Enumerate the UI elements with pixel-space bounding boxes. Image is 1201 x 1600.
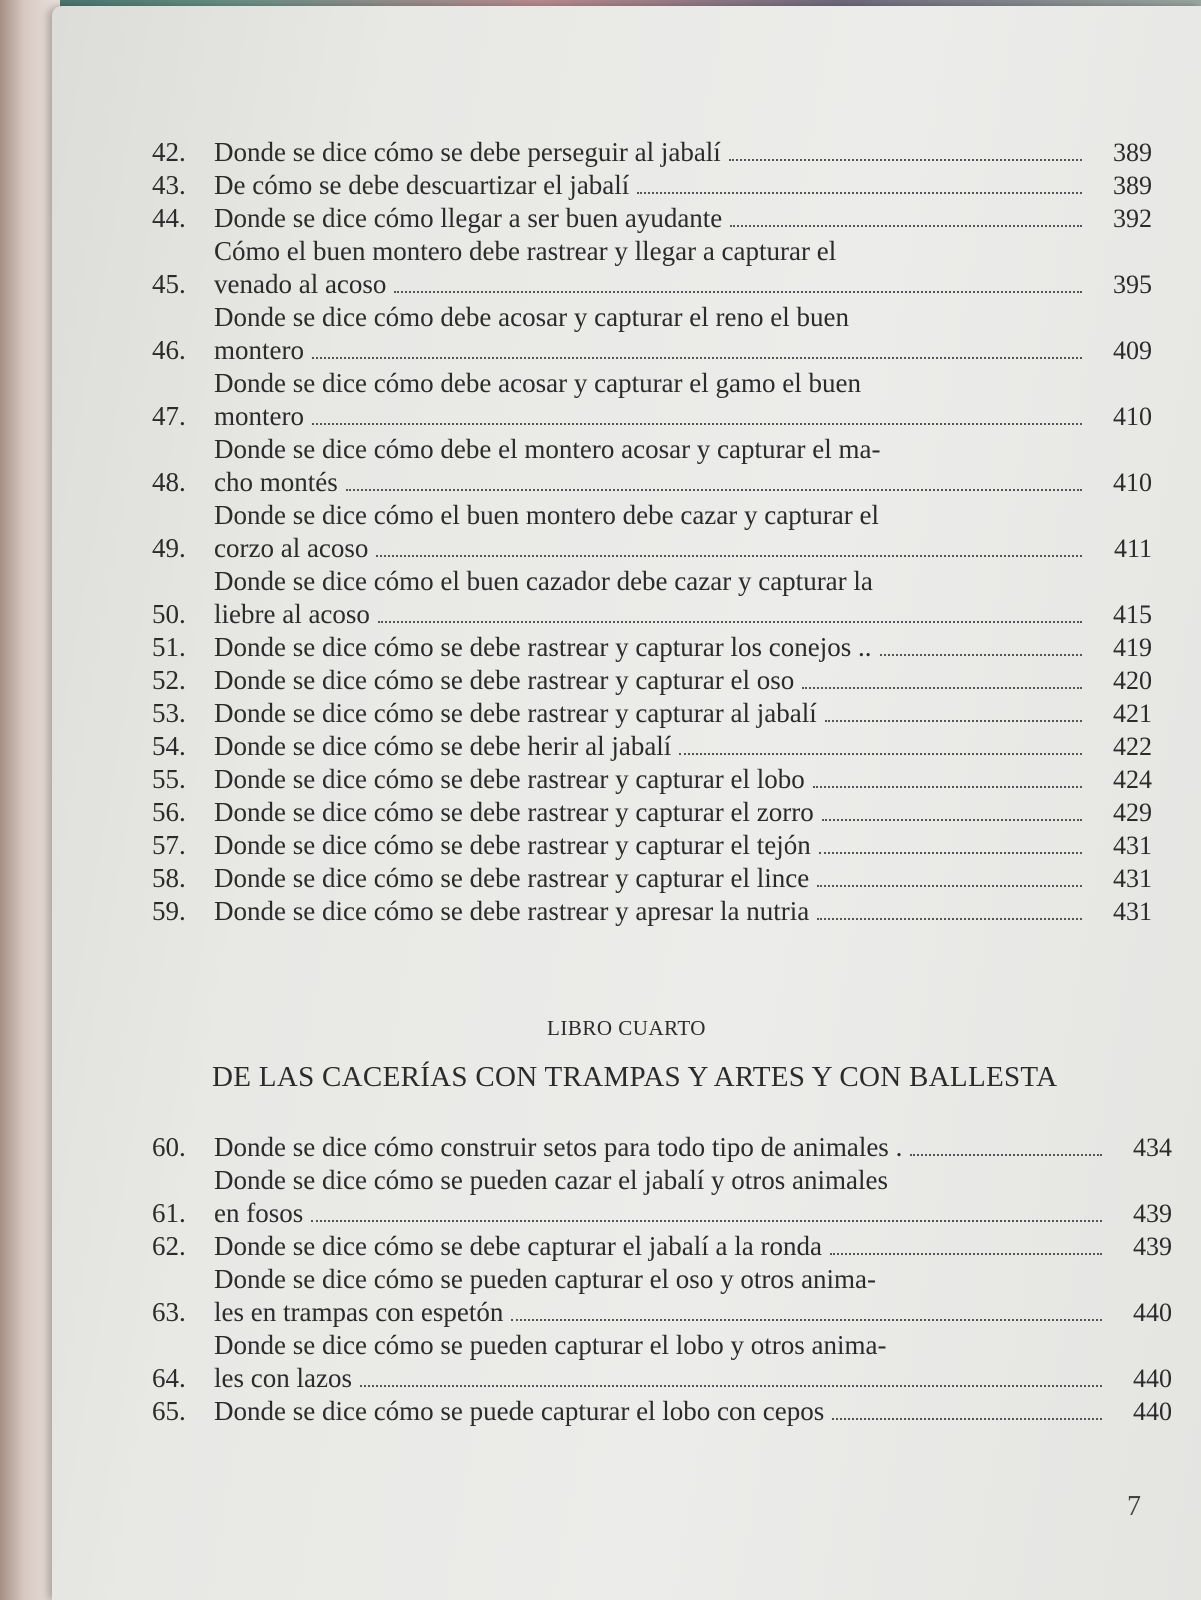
toc-entry-page: 431: [1113, 897, 1152, 926]
toc-entry: [152, 664, 1152, 697]
toc-entry-page: 439: [1133, 1199, 1172, 1228]
toc-entry-number: 65.: [152, 1396, 186, 1426]
dot-leader: [817, 918, 1082, 920]
toc-entry-title: liebre al acoso: [214, 599, 370, 629]
dot-leader: [312, 357, 1082, 359]
toc-entry-page: 395: [1113, 270, 1152, 299]
dot-leader: [360, 1385, 1102, 1387]
toc-entry-title: Donde se dice cómo debe acosar y capturar el gamo el buen: [214, 368, 861, 398]
toc-entry-title: Donde se dice cómo se puede capturar el lobo con cepos: [214, 1396, 825, 1426]
toc-entry: [152, 433, 1152, 499]
book-section-label: LIBRO CUARTO: [547, 1016, 706, 1040]
toc-entry: [152, 136, 1152, 169]
dot-leader: [819, 852, 1082, 854]
toc-entry-title: corzo al acoso: [214, 533, 369, 563]
toc-entry-page: 419: [1113, 633, 1152, 662]
toc-entry: [152, 895, 1152, 928]
toc-entry-title: Donde se dice cómo llegar a ser buen ayudante: [214, 203, 723, 233]
toc-entry-number: 49.: [152, 533, 186, 563]
book-page: [52, 6, 1201, 1600]
toc-entry-title: Donde se dice cómo debe el montero acosar y capturar el ma-: [214, 434, 881, 464]
toc-entry: [152, 796, 1152, 829]
table-of-contents-part-1: [152, 136, 1152, 928]
toc-entry-number: 64.: [152, 1363, 186, 1393]
toc-entry-number: 44.: [152, 203, 186, 233]
toc-entry-title: Donde se dice cómo se pueden capturar el lobo y otros anima-: [214, 1330, 887, 1360]
toc-entry: [152, 697, 1152, 730]
toc-entry-number: 56.: [152, 797, 186, 827]
dot-leader: [730, 225, 1082, 227]
toc-entry-page: 431: [1113, 831, 1152, 860]
toc-entry-title: Donde se dice cómo se debe capturar el jabalí a la ronda: [214, 1231, 822, 1261]
toc-entry-number: 57.: [152, 830, 186, 860]
toc-entry-title: De cómo se debe descuartizar el jabalí: [214, 170, 630, 200]
table-of-contents-part-2: [152, 1131, 1172, 1428]
dot-leader: [394, 291, 1082, 293]
toc-entry-number: 58.: [152, 863, 186, 893]
toc-entry-title: Donde se dice cómo se debe rastrear y capturar el lince: [214, 863, 810, 893]
toc-entry: [152, 631, 1152, 664]
toc-entry: [152, 1263, 1172, 1329]
toc-entry-page: 410: [1113, 468, 1152, 497]
toc-entry-title: Donde se dice cómo se pueden capturar el oso y otros anima-: [214, 1264, 877, 1294]
toc-entry-title: Donde se dice cómo se debe rastrear y capturar el tejón: [214, 830, 811, 860]
dot-leader: [880, 654, 1083, 656]
dot-leader: [346, 489, 1082, 491]
toc-entry-title: les en trampas con espetón: [214, 1297, 504, 1327]
dot-leader: [910, 1154, 1102, 1156]
toc-entry-page: 431: [1113, 864, 1152, 893]
dot-leader: [311, 1220, 1102, 1222]
toc-entry: [152, 301, 1152, 367]
toc-entry-title: Donde se dice cómo se debe rastrear y apresar la nutria: [214, 896, 810, 926]
dot-leader: [825, 720, 1082, 722]
toc-entry-page: 389: [1113, 171, 1152, 200]
toc-entry-title: Cómo el buen montero debe rastrear y llegar a capturar el: [214, 236, 837, 266]
toc-entry-title: venado al acoso: [214, 269, 387, 299]
toc-entry: [152, 499, 1152, 565]
toc-entry-title: Donde se dice cómo construir setos para todo tipo de animales .: [214, 1132, 903, 1162]
toc-entry-title: les con lazos: [214, 1363, 352, 1393]
toc-entry-title: Donde se dice cómo el buen montero debe cazar y capturar el: [214, 500, 879, 530]
toc-entry-number: 52.: [152, 665, 186, 695]
toc-entry-number: 61.: [152, 1198, 186, 1228]
dot-leader: [679, 753, 1082, 755]
toc-entry-title: montero: [214, 335, 304, 365]
toc-entry-title: Donde se dice cómo el buen cazador debe cazar y capturar la: [214, 566, 873, 596]
toc-entry-number: 43.: [152, 170, 186, 200]
toc-entry-page: 409: [1113, 336, 1152, 365]
toc-entry-number: 63.: [152, 1297, 186, 1327]
dot-leader: [822, 819, 1082, 821]
dot-leader: [729, 159, 1082, 161]
toc-entry: [152, 763, 1152, 796]
toc-entry: [152, 565, 1152, 631]
toc-entry-page: 421: [1113, 699, 1152, 728]
toc-entry-title: Donde se dice cómo se debe herir al jabalí: [214, 731, 672, 761]
toc-entry-title: Donde se dice cómo se debe rastrear y capturar el zorro: [214, 797, 814, 827]
toc-entry-number: 59.: [152, 896, 186, 926]
toc-entry-page: 420: [1113, 666, 1152, 695]
page-number: 7: [1127, 1491, 1141, 1522]
toc-entry-number: 55.: [152, 764, 186, 794]
toc-entry-page: 415: [1113, 600, 1152, 629]
toc-entry-title: Donde se dice cómo se debe perseguir al jabalí: [214, 137, 721, 167]
toc-entry: [152, 1164, 1172, 1230]
toc-entry-number: 47.: [152, 401, 186, 431]
toc-entry-number: 50.: [152, 599, 186, 629]
toc-entry-number: 62.: [152, 1231, 186, 1261]
toc-entry: [152, 1329, 1172, 1395]
toc-entry-number: 48.: [152, 467, 186, 497]
dot-leader: [637, 192, 1082, 194]
toc-entry-number: 60.: [152, 1132, 186, 1162]
toc-entry-title: Donde se dice cómo se debe rastrear y capturar los conejos ..: [214, 632, 872, 662]
dot-leader: [813, 786, 1082, 788]
toc-entry-title: en fosos: [214, 1198, 304, 1228]
dot-leader: [378, 621, 1082, 623]
toc-entry-title: Donde se dice cómo se debe rastrear y capturar el lobo: [214, 764, 805, 794]
dot-leader: [817, 885, 1082, 887]
toc-entry-title: montero: [214, 401, 304, 431]
toc-entry: [152, 862, 1152, 895]
toc-entry-number: 45.: [152, 269, 186, 299]
toc-entry: [152, 235, 1152, 301]
dot-leader: [376, 555, 1082, 557]
toc-entry-title: Donde se dice cómo debe acosar y capturar el reno el buen: [214, 302, 849, 332]
book-section-title: DE LAS CACERÍAS CON TRAMPAS Y ARTES Y CON BALLESTA: [212, 1061, 1058, 1093]
toc-entry-page: 411: [1113, 534, 1152, 563]
dot-leader: [832, 1418, 1102, 1420]
toc-entry: [152, 169, 1152, 202]
toc-entry: [152, 202, 1152, 235]
toc-entry: [152, 730, 1152, 763]
toc-entry-title: Donde se dice cómo se pueden cazar el jabalí y otros animales: [214, 1165, 888, 1195]
toc-entry-number: 51.: [152, 632, 186, 662]
toc-entry-page: 389: [1113, 138, 1152, 167]
toc-entry-title: cho montés: [214, 467, 338, 497]
previous-page-edge: [0, 0, 60, 1600]
toc-entry-page: 392: [1113, 204, 1152, 233]
toc-entry-number: 53.: [152, 698, 186, 728]
toc-entry: [152, 1230, 1172, 1263]
toc-entry-page: 440: [1133, 1397, 1172, 1426]
dot-leader: [830, 1253, 1102, 1255]
toc-entry-title: Donde se dice cómo se debe rastrear y capturar el oso: [214, 665, 795, 695]
toc-entry-number: 42.: [152, 137, 186, 167]
toc-entry: [152, 1131, 1172, 1164]
toc-entry: [152, 367, 1152, 433]
toc-entry-page: 422: [1113, 732, 1152, 761]
toc-entry: [152, 829, 1152, 862]
toc-entry: [152, 1395, 1172, 1428]
toc-entry-page: 424: [1113, 765, 1152, 794]
dot-leader: [802, 687, 1082, 689]
toc-entry-page: 440: [1133, 1364, 1172, 1393]
dot-leader: [312, 423, 1082, 425]
toc-entry-number: 46.: [152, 335, 186, 365]
toc-entry-page: 410: [1113, 402, 1152, 431]
toc-entry-number: 54.: [152, 731, 186, 761]
dot-leader: [511, 1319, 1102, 1321]
toc-entry-page: 429: [1113, 798, 1152, 827]
toc-entry-page: 439: [1133, 1232, 1172, 1261]
toc-entry-page: 434: [1133, 1133, 1172, 1162]
toc-entry-page: 440: [1133, 1298, 1172, 1327]
toc-entry-title: Donde se dice cómo se debe rastrear y capturar al jabalí: [214, 698, 817, 728]
